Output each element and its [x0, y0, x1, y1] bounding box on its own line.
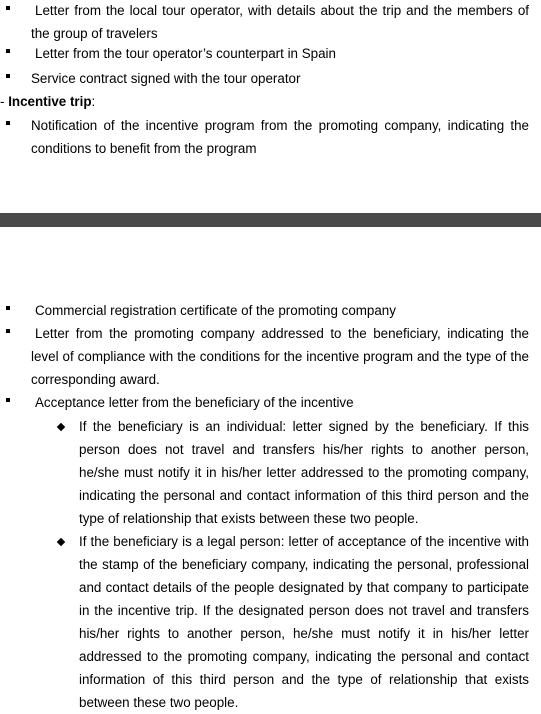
square-bullet-icon: [6, 49, 10, 53]
square-bullet-icon: [6, 121, 10, 125]
list-item-text: Letter from the promoting company addressed to the beneficiary, indicating the level of compliance with the conditions for the incentive program and the type of the corresponding award.: [31, 326, 529, 387]
square-bullet-icon: [6, 74, 10, 78]
document-page-bottom: [0, 227, 541, 710]
heading-prefix: -: [0, 94, 9, 109]
list-item-text: Service contract signed with the tour operator: [31, 71, 301, 86]
list-item-text: Acceptance letter from the beneficiary of the incentive: [35, 395, 354, 410]
heading-bold-text: Incentive trip: [8, 94, 92, 109]
heading-suffix: :: [91, 94, 96, 109]
list-item-text: Commercial registration certificate of the promoting company: [35, 303, 396, 318]
section-heading: [0, 90, 95, 113]
diamond-bullet-icon: [57, 538, 65, 546]
square-bullet-icon: [6, 329, 10, 333]
list-item-text: Letter from the local tour operator, with details about the trip and the members of the group of travelers: [31, 3, 529, 41]
document-page-top: [0, 0, 541, 213]
sub-list-item-text: If the beneficiary is a legal person: letter of acceptance of the incentive with the stamp of the beneficiary company, indicating the personal, professional and contact details of the people designated by that company to participate in the incentive trip. If the designated person does not travel and transfers his/her rights to another person, he/she must notify it in his/her letter addressed to the promoting company, indicating the personal and contact information of this third person and the type of relationship that exists between these two people.: [79, 534, 529, 710]
page-separator: [0, 213, 541, 227]
diamond-bullet-icon: [57, 423, 65, 431]
sub-list-item-text: If the beneficiary is an individual: letter signed by the beneficiary. If this person does not travel and transfers his/her rights to another person, he/she must notify it in his/her letter addressed to the promoting company, indicating the personal and contact information of this third person and the type of relationship that exists between these two people.: [79, 419, 529, 526]
square-bullet-icon: [6, 398, 10, 402]
list-item-text: Letter from the tour operator’s counterpart in Spain: [35, 46, 336, 61]
square-bullet-icon: [6, 306, 10, 310]
list-item-text: Notification of the incentive program from the promoting company, indicating the conditions to benefit from the program: [31, 118, 529, 156]
square-bullet-icon: [6, 6, 10, 10]
